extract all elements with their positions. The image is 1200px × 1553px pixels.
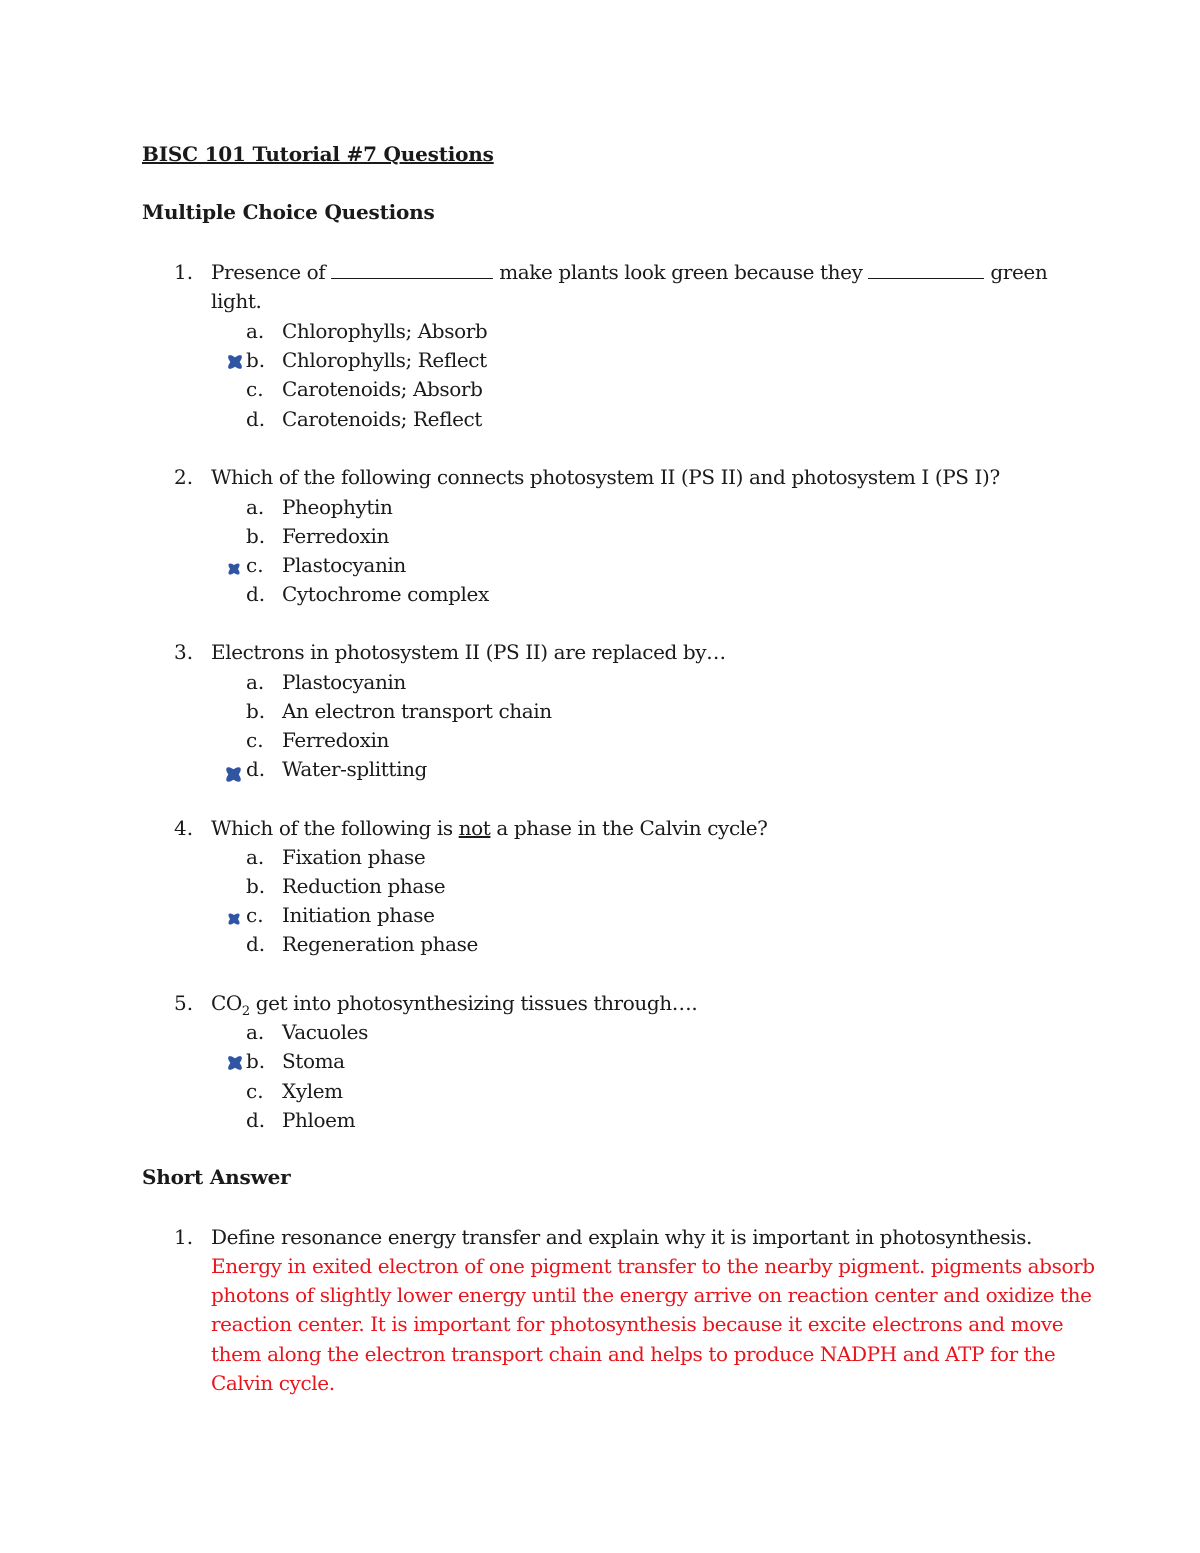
option-letter: c. [246,1079,264,1103]
option-text: Cytochrome complex [282,582,489,606]
option-text: Carotenoids; Reflect [282,407,482,431]
short-answer-heading: Short Answer [142,1165,291,1189]
question-text [211,814,768,843]
option-text: Initiation phase [282,903,435,927]
option-letter: b. [246,699,266,723]
option-letter: b. [246,348,266,372]
option-letter: c. [246,553,264,577]
option-letter: d. [246,757,266,781]
option-letter: a. [246,495,265,519]
option-text: Ferredoxin [282,728,389,752]
emphasized-word: not [458,816,491,840]
option-text: Reduction phase [282,874,446,898]
option-letter: c. [246,728,264,752]
option-letter: a. [246,1020,265,1044]
question-text [211,258,1047,287]
option-text: Carotenoids; Absorb [282,377,483,401]
question-text: Define resonance energy transfer and explain why it is important in photosynthesis. [211,1225,1032,1249]
question-text-part: a phase in the Calvin cycle? [496,816,768,840]
option-letter: d. [246,1108,266,1132]
option-text: Regeneration phase [282,932,478,956]
question-number: 3. [174,640,194,664]
selected-answer-mark-icon [225,560,243,578]
option-text: An electron transport chain [282,699,552,723]
multiple-choice-heading: Multiple Choice Questions [142,200,435,224]
option-letter: a. [246,845,265,869]
answer-line: Calvin cycle. [211,1371,335,1395]
answer-line: Energy in exited electron of one pigment transfer to the nearby pigment. pigments absorb [211,1254,1095,1278]
question-text-part: Presence of [211,260,326,284]
answer-line: them along the electron transport chain and helps to produce NADPH and ATP for the [211,1342,1056,1366]
option-text: Pheophytin [282,495,393,519]
option-text: Water-splitting [282,757,427,781]
option-text: Xylem [282,1079,343,1103]
option-letter: d. [246,932,266,956]
option-text: Vacuoles [282,1020,368,1044]
question-number: 4. [174,816,194,840]
option-text: Phloem [282,1108,356,1132]
selected-answer-mark-icon [225,352,245,372]
selected-answer-mark-icon [225,1053,245,1073]
selected-answer-mark-icon [223,764,244,785]
option-letter: a. [246,319,265,343]
question-text: Which of the following connects photosystem II (PS II) and photosystem I (PS I)? [211,465,1000,489]
option-text: Plastocyanin [282,670,406,694]
answer-line: reaction center. It is important for photosynthesis because it excite electrons and move [211,1312,1064,1336]
option-letter: d. [246,407,266,431]
option-text: Ferredoxin [282,524,389,548]
option-letter: c. [246,903,264,927]
option-letter: c. [246,377,264,401]
answer-blank [868,260,984,279]
option-text: Stoma [282,1049,345,1073]
question-number: 1. [174,1225,194,1249]
question-text-part: Which of the following is [211,816,453,840]
option-letter: b. [246,524,266,548]
question-text-continued: light. [211,289,262,313]
option-letter: d. [246,582,266,606]
answer-blank [331,260,493,279]
option-text: Chlorophylls; Reflect [282,348,487,372]
option-text: Fixation phase [282,845,426,869]
question-text-part: green [990,260,1048,284]
question-text-part: make plants look green because they [499,260,863,284]
question-number: 2. [174,465,194,489]
option-text: Chlorophylls; Absorb [282,319,488,343]
subscript: 2 [241,1004,250,1019]
selected-answer-mark-icon [225,910,243,928]
option-letter: b. [246,874,266,898]
question-text: Electrons in photosystem II (PS II) are replaced by… [211,640,726,664]
option-text: Plastocyanin [282,553,406,577]
option-letter: a. [246,670,265,694]
chemical-formula: CO [211,991,242,1015]
answer-line: photons of slightly lower energy until the energy arrive on reaction center and oxidize the [211,1283,1092,1307]
option-letter: b. [246,1049,266,1073]
question-text-part: get into photosynthesizing tissues through…. [255,991,698,1015]
document-title: BISC 101 Tutorial #7 Questions [142,142,494,166]
question-number: 5. [174,991,194,1015]
question-number: 1. [174,260,194,284]
